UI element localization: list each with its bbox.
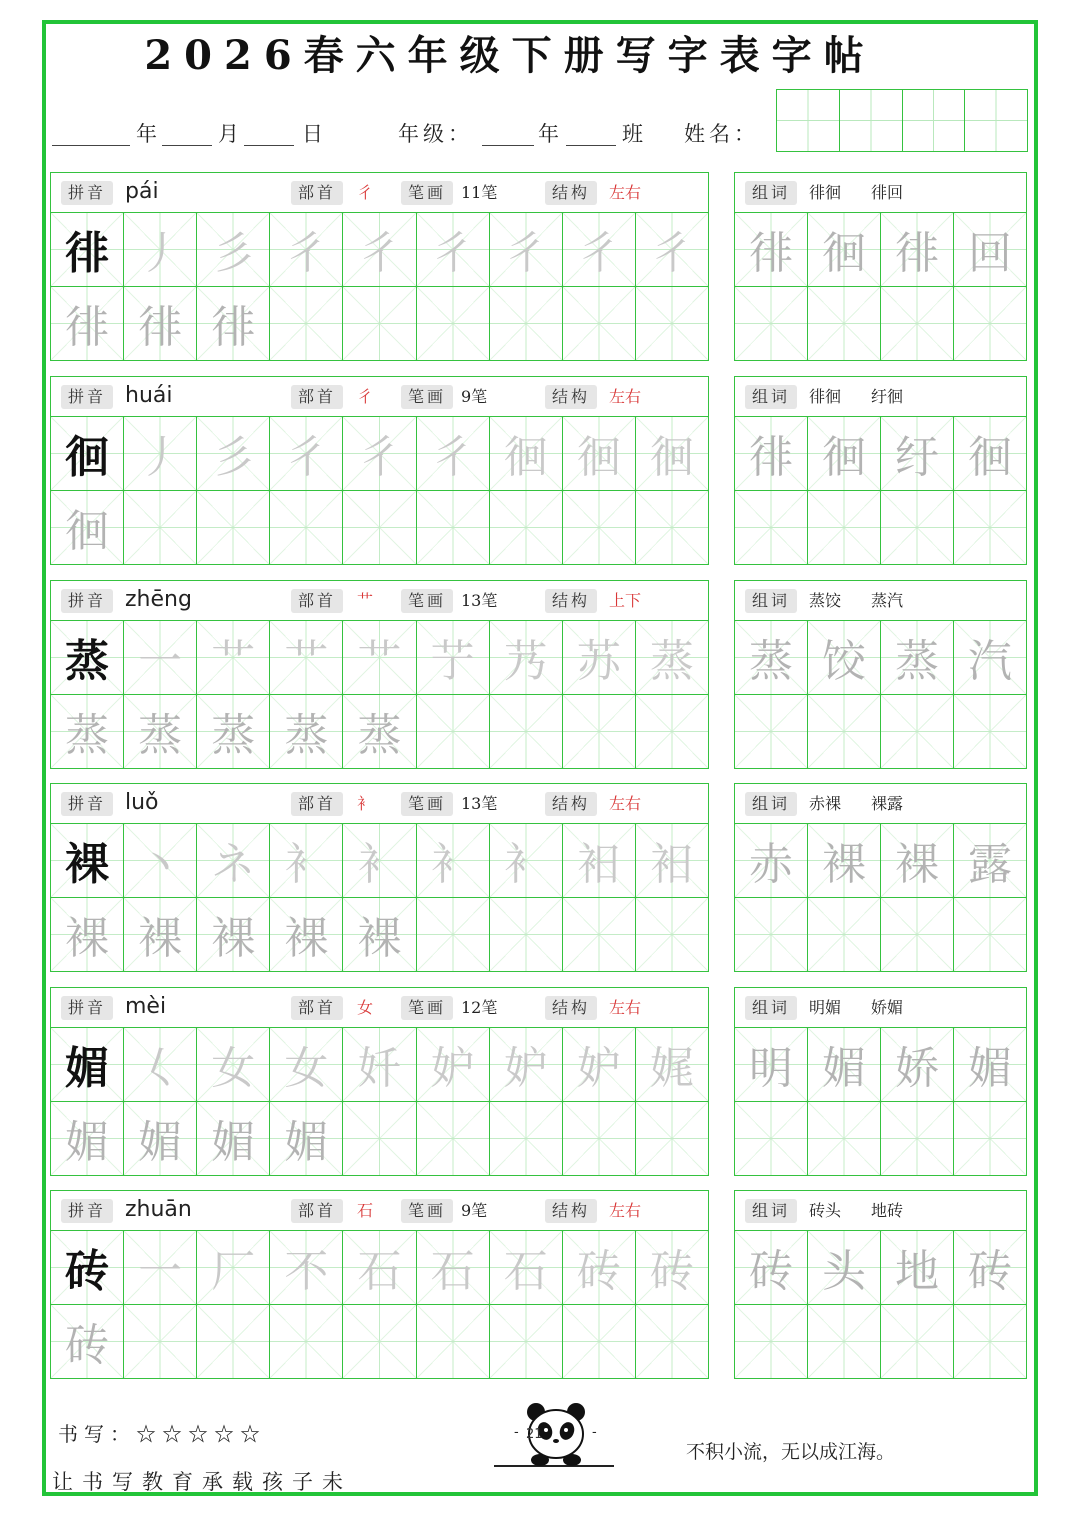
grade-blank[interactable] [482, 145, 534, 146]
radical-value: 石 [357, 1201, 374, 1220]
trace-cell[interactable] [490, 287, 563, 361]
word-char-cell[interactable]: 徊 [954, 417, 1026, 490]
stroke-step-cell: 妒 [490, 1028, 563, 1101]
pinyin-value: zhuān [125, 1197, 192, 1222]
word-trace-row [735, 417, 1026, 491]
radical-tag: 部首 [291, 385, 343, 409]
stroke-step-cell: 徊 [636, 417, 708, 490]
trace-cell[interactable] [417, 491, 490, 565]
day-label: 日 [302, 122, 327, 146]
word-char-cell[interactable]: 蒸 [735, 621, 808, 694]
svg-text:-: - [514, 1425, 519, 1440]
slogan: 让书写教育承载孩子未 [52, 1470, 352, 1494]
blank-cell[interactable] [881, 287, 954, 361]
structure-value: 左右 [609, 1201, 642, 1220]
trace-row[interactable] [51, 287, 708, 361]
stroke-step-cell: 彡 [197, 417, 270, 490]
trace-cell[interactable] [563, 287, 636, 361]
stroke-order-row [51, 1028, 708, 1102]
structure-tag: 结构 [545, 996, 597, 1020]
words-header [735, 988, 1026, 1028]
trace-cell[interactable] [270, 491, 343, 565]
words-block-3 [734, 783, 1027, 972]
strokes-value: 13笔 [461, 591, 498, 610]
main-char: 砖 [51, 1231, 124, 1304]
panda-icon [492, 1396, 616, 1470]
word-char-cell[interactable]: 地 [881, 1231, 954, 1304]
stroke-step-cell: 彳 [343, 417, 416, 490]
radical-tag: 部首 [291, 792, 343, 816]
word-char-cell[interactable]: 饺 [808, 621, 881, 694]
word-char-cell[interactable]: 裸 [881, 824, 954, 897]
stroke-step-cell: 彳 [343, 213, 416, 286]
char-block-4 [50, 987, 709, 1176]
main-char: 媚 [51, 1028, 124, 1101]
trace-cell[interactable] [490, 898, 563, 972]
char-info-header [51, 173, 708, 213]
stroke-step-cell: 丶 [124, 824, 197, 897]
stroke-step-cell: 娓 [636, 1028, 708, 1101]
word-blank-row[interactable] [735, 1305, 1026, 1379]
word-char-cell[interactable]: 露 [954, 824, 1026, 897]
structure-value: 左右 [609, 794, 642, 813]
trace-row[interactable] [51, 491, 708, 565]
word-char-cell[interactable]: 徘 [735, 417, 808, 490]
trace-cell[interactable]: 蒸 [270, 695, 343, 769]
word-blank-row[interactable] [735, 898, 1026, 972]
stroke-step-cell: 艹 [343, 621, 416, 694]
word-char-cell[interactable]: 徊 [808, 417, 881, 490]
trace-cell[interactable] [417, 1305, 490, 1379]
char-block-0 [50, 172, 709, 361]
char-info-header [51, 581, 708, 621]
name-label: 姓名： [684, 122, 759, 146]
word-char-cell[interactable]: 明 [735, 1028, 808, 1101]
trace-cell[interactable]: 徊 [51, 491, 124, 565]
char-info-header [51, 988, 708, 1028]
char-block-1 [50, 376, 709, 565]
word-char-cell[interactable]: 头 [808, 1231, 881, 1304]
word-1: 明媚 [809, 998, 842, 1017]
blank-cell[interactable] [735, 898, 808, 972]
words-tag: 组词 [745, 1199, 797, 1223]
blank-cell[interactable] [808, 491, 881, 565]
structure-tag: 结构 [545, 385, 597, 409]
radical-value: 彳 [357, 387, 374, 406]
structure-value: 左右 [609, 183, 642, 202]
words-tag: 组词 [745, 792, 797, 816]
stroke-step-cell: 彳 [636, 213, 708, 286]
word-2: 娇媚 [871, 998, 904, 1017]
stroke-order-row [51, 213, 708, 287]
words-header [735, 1191, 1026, 1231]
stroke-order-row [51, 417, 708, 491]
blank-cell[interactable] [881, 898, 954, 972]
stroke-step-cell: 徊 [563, 417, 636, 490]
trace-cell[interactable] [270, 1305, 343, 1379]
words-block-1 [734, 376, 1027, 565]
word-char-cell[interactable]: 媚 [808, 1028, 881, 1101]
name-box[interactable] [776, 89, 1028, 152]
name-cell[interactable] [777, 90, 840, 151]
trace-cell[interactable] [270, 287, 343, 361]
strokes-value: 13笔 [461, 794, 498, 813]
trace-cell[interactable]: 徘 [197, 287, 270, 361]
blank-cell[interactable] [808, 1305, 881, 1379]
pinyin-tag: 拼音 [61, 792, 113, 816]
trace-cell[interactable]: 砖 [51, 1305, 124, 1379]
pinyin-tag: 拼音 [61, 385, 113, 409]
stroke-step-cell: 彡 [197, 213, 270, 286]
stroke-step-cell: 徊 [490, 417, 563, 490]
stroke-step-cell: 砖 [636, 1231, 708, 1304]
blank-cell[interactable] [881, 1305, 954, 1379]
structure-value: 左右 [609, 387, 642, 406]
trace-cell[interactable] [343, 1305, 416, 1379]
grade-year-label: 年 [538, 122, 563, 146]
blank-cell[interactable] [735, 1102, 808, 1176]
stroke-step-cell: 彳 [270, 417, 343, 490]
blank-cell[interactable] [954, 695, 1026, 769]
word-char-cell[interactable]: 裸 [808, 824, 881, 897]
word-1: 砖头 [809, 1201, 842, 1220]
blank-cell[interactable] [735, 1305, 808, 1379]
blank-cell[interactable] [808, 1102, 881, 1176]
svg-text:-: - [592, 1425, 597, 1440]
trace-cell[interactable]: 媚 [197, 1102, 270, 1176]
trace-cell[interactable] [197, 1305, 270, 1379]
char-block-5 [50, 1190, 709, 1379]
stroke-step-cell: 艹 [270, 621, 343, 694]
word-blank-row[interactable] [735, 1102, 1026, 1176]
motto: 不积小流，无以成江海。 [686, 1441, 896, 1463]
stroke-step-cell: 衤 [343, 824, 416, 897]
stroke-step-cell: 石 [343, 1231, 416, 1304]
main-char: 徘 [51, 213, 124, 286]
words-header [735, 581, 1026, 621]
stroke-step-cell: 女 [197, 1028, 270, 1101]
word-2: 徘回 [871, 183, 904, 202]
word-char-cell[interactable]: 娇 [881, 1028, 954, 1101]
structure-tag: 结构 [545, 792, 597, 816]
word-char-cell[interactable]: 徘 [881, 213, 954, 286]
structure-tag: 结构 [545, 589, 597, 613]
stroke-step-cell: 砖 [563, 1231, 636, 1304]
blank-cell[interactable] [881, 491, 954, 565]
radical-value: 衤 [357, 794, 374, 813]
strokes-value: 11笔 [461, 183, 498, 202]
word-char-cell[interactable]: 汽 [954, 621, 1026, 694]
word-1: 徘徊 [809, 183, 842, 202]
blank-cell[interactable] [735, 491, 808, 565]
stroke-step-cell: 石 [490, 1231, 563, 1304]
stroke-step-cell: 衤 [490, 824, 563, 897]
trace-cell[interactable]: 媚 [51, 1102, 124, 1176]
trace-cell[interactable] [490, 1102, 563, 1176]
word-char-cell[interactable]: 回 [954, 213, 1026, 286]
blank-cell[interactable] [954, 287, 1026, 361]
strokes-tag: 笔画 [401, 792, 453, 816]
trace-row[interactable] [51, 898, 708, 972]
trace-cell[interactable]: 徘 [51, 287, 124, 361]
page-title: 2026春六年级下册写字表字帖 [144, 32, 876, 79]
trace-cell[interactable]: 裸 [51, 898, 124, 972]
trace-cell[interactable] [563, 695, 636, 769]
word-trace-row [735, 1231, 1026, 1305]
day-blank[interactable] [244, 145, 294, 146]
word-trace-row [735, 213, 1026, 287]
stroke-step-cell: 彳 [490, 213, 563, 286]
stroke-step-cell: 厂 [197, 1231, 270, 1304]
trace-cell[interactable] [636, 695, 708, 769]
word-blank-row[interactable] [735, 287, 1026, 361]
radical-tag: 部首 [291, 181, 343, 205]
structure-tag: 结构 [545, 181, 597, 205]
trace-cell[interactable] [636, 898, 708, 972]
radical-tag: 部首 [291, 996, 343, 1020]
stroke-step-cell: 妒 [417, 1028, 490, 1101]
word-char-cell[interactable]: 赤 [735, 824, 808, 897]
trace-cell[interactable] [490, 1305, 563, 1379]
word-blank-row[interactable] [735, 695, 1026, 769]
word-char-cell[interactable]: 蒸 [881, 621, 954, 694]
strokes-tag: 笔画 [401, 385, 453, 409]
stroke-order-row [51, 824, 708, 898]
structure-value: 左右 [609, 998, 642, 1017]
words-header [735, 784, 1026, 824]
blank-cell[interactable] [954, 1102, 1026, 1176]
stroke-step-cell: 一 [124, 1231, 197, 1304]
word-char-cell[interactable]: 徘 [735, 213, 808, 286]
stroke-step-cell: 苏 [563, 621, 636, 694]
word-trace-row [735, 824, 1026, 898]
char-block-2 [50, 580, 709, 769]
blank-cell[interactable] [881, 695, 954, 769]
main-char: 蒸 [51, 621, 124, 694]
blank-cell[interactable] [954, 898, 1026, 972]
words-tag: 组词 [745, 996, 797, 1020]
word-trace-row [735, 1028, 1026, 1102]
words-header [735, 377, 1026, 417]
stroke-step-cell: 一 [124, 621, 197, 694]
word-char-cell[interactable]: 砖 [735, 1231, 808, 1304]
char-info-header [51, 377, 708, 417]
blank-cell[interactable] [881, 1102, 954, 1176]
main-char: 裸 [51, 824, 124, 897]
stroke-step-cell: 衤 [270, 824, 343, 897]
pinyin-value: mèi [125, 994, 167, 1019]
trace-cell[interactable] [563, 491, 636, 565]
year-blank[interactable] [52, 145, 130, 146]
radical-value: 艹 [357, 591, 374, 610]
trace-row[interactable] [51, 1305, 708, 1379]
trace-cell[interactable] [636, 1102, 708, 1176]
words-header [735, 173, 1026, 213]
trace-cell[interactable] [124, 1305, 197, 1379]
trace-cell[interactable] [343, 287, 416, 361]
trace-cell[interactable] [636, 287, 708, 361]
words-tag: 组词 [745, 181, 797, 205]
trace-cell[interactable]: 蒸 [197, 695, 270, 769]
blank-cell[interactable] [735, 287, 808, 361]
trace-cell[interactable]: 徘 [124, 287, 197, 361]
strokes-tag: 笔画 [401, 181, 453, 205]
name-cell[interactable] [965, 90, 1027, 151]
blank-cell[interactable] [954, 1305, 1026, 1379]
blank-cell[interactable] [735, 695, 808, 769]
char-info-header [51, 1191, 708, 1231]
page-number: 21 [526, 1427, 543, 1442]
stroke-step-cell: 妒 [563, 1028, 636, 1101]
word-2: 地砖 [871, 1201, 904, 1220]
stroke-step-cell: 艿 [490, 621, 563, 694]
words-tag: 组词 [745, 385, 797, 409]
words-block-5 [734, 1190, 1027, 1379]
trace-cell[interactable]: 裸 [124, 898, 197, 972]
strokes-value: 9笔 [461, 1201, 488, 1220]
pinyin-tag: 拼音 [61, 181, 113, 205]
trace-cell[interactable]: 媚 [270, 1102, 343, 1176]
stroke-step-cell: 石 [417, 1231, 490, 1304]
word-char-cell[interactable]: 徊 [808, 213, 881, 286]
word-char-cell[interactable]: 媚 [954, 1028, 1026, 1101]
trace-cell[interactable] [490, 695, 563, 769]
trace-cell[interactable]: 蒸 [51, 695, 124, 769]
stroke-step-cell: 艼 [417, 621, 490, 694]
trace-cell[interactable] [343, 491, 416, 565]
word-char-cell[interactable]: 砖 [954, 1231, 1026, 1304]
structure-tag: 结构 [545, 1199, 597, 1223]
stroke-step-cell: 𡿨 [124, 1028, 197, 1101]
pinyin-tag: 拼音 [61, 589, 113, 613]
class-blank[interactable] [566, 145, 616, 146]
blank-cell[interactable] [808, 695, 881, 769]
trace-cell[interactable]: 裸 [270, 898, 343, 972]
trace-cell[interactable] [417, 287, 490, 361]
trace-cell[interactable]: 蒸 [343, 695, 416, 769]
trace-cell[interactable] [490, 491, 563, 565]
main-char: 徊 [51, 417, 124, 490]
trace-cell[interactable] [417, 695, 490, 769]
blank-cell[interactable] [808, 287, 881, 361]
trace-cell[interactable] [563, 1102, 636, 1176]
word-2: 裸露 [871, 794, 904, 813]
word-1: 徘徊 [809, 387, 842, 406]
pinyin-value: luǒ [125, 790, 159, 815]
strokes-tag: 笔画 [401, 996, 453, 1020]
words-block-2 [734, 580, 1027, 769]
stroke-step-cell: 彳 [563, 213, 636, 286]
trace-cell[interactable] [417, 898, 490, 972]
trace-cell[interactable] [563, 898, 636, 972]
pinyin-tag: 拼音 [61, 996, 113, 1020]
pinyin-value: huái [125, 383, 173, 408]
stroke-step-cell: 蒸 [636, 621, 708, 694]
radical-tag: 部首 [291, 589, 343, 613]
writing-rating: 书写：☆☆☆☆☆ [58, 1422, 266, 1446]
word-1: 蒸饺 [809, 591, 842, 610]
month-blank[interactable] [162, 145, 212, 146]
class-label: 班 [622, 122, 647, 146]
year-label: 年 [136, 122, 161, 146]
stroke-step-cell: 彳 [270, 213, 343, 286]
trace-row[interactable] [51, 695, 708, 769]
month-label: 月 [218, 122, 243, 146]
stroke-step-cell: 丿 [124, 213, 197, 286]
stroke-step-cell: 衵 [636, 824, 708, 897]
word-char-cell[interactable]: 纡 [881, 417, 954, 490]
words-block-4 [734, 987, 1027, 1176]
pinyin-tag: 拼音 [61, 1199, 113, 1223]
stroke-step-cell: 丿 [124, 417, 197, 490]
trace-cell[interactable]: 裸 [197, 898, 270, 972]
word-2: 纡徊 [871, 387, 904, 406]
name-cell[interactable] [903, 90, 966, 151]
radical-value: 女 [357, 998, 374, 1017]
stroke-step-cell: 彳 [417, 213, 490, 286]
strokes-tag: 笔画 [401, 1199, 453, 1223]
trace-cell[interactable] [563, 1305, 636, 1379]
trace-cell[interactable] [636, 1305, 708, 1379]
stroke-step-cell: 衤 [417, 824, 490, 897]
char-block-3 [50, 783, 709, 972]
radical-value: 彳 [357, 183, 374, 202]
strokes-tag: 笔画 [401, 589, 453, 613]
stroke-step-cell: ネ [197, 824, 270, 897]
trace-cell[interactable] [343, 1102, 416, 1176]
stroke-step-cell: 彳 [417, 417, 490, 490]
words-tag: 组词 [745, 589, 797, 613]
trace-cell[interactable]: 裸 [343, 898, 416, 972]
trace-cell[interactable] [197, 491, 270, 565]
blank-cell[interactable] [954, 491, 1026, 565]
radical-tag: 部首 [291, 1199, 343, 1223]
pinyin-value: pái [125, 179, 159, 204]
word-blank-row[interactable] [735, 491, 1026, 565]
name-cell[interactable] [840, 90, 903, 151]
word-2: 蒸汽 [871, 591, 904, 610]
pinyin-value: zhēng [125, 587, 192, 612]
stroke-step-cell: 衵 [563, 824, 636, 897]
stroke-step-cell: 女 [270, 1028, 343, 1101]
trace-cell[interactable] [417, 1102, 490, 1176]
trace-row[interactable] [51, 1102, 708, 1176]
strokes-value: 12笔 [461, 998, 498, 1017]
word-trace-row [735, 621, 1026, 695]
trace-cell[interactable]: 蒸 [124, 695, 197, 769]
stroke-order-row [51, 621, 708, 695]
grade-label: 年级： [398, 122, 473, 146]
stroke-step-cell: 奷 [343, 1028, 416, 1101]
trace-cell[interactable] [636, 491, 708, 565]
word-1: 赤裸 [809, 794, 842, 813]
stroke-step-cell: 艹 [197, 621, 270, 694]
char-info-header [51, 784, 708, 824]
stroke-step-cell: 不 [270, 1231, 343, 1304]
trace-cell[interactable] [124, 491, 197, 565]
words-block-0 [734, 172, 1027, 361]
blank-cell[interactable] [808, 898, 881, 972]
stroke-order-row [51, 1231, 708, 1305]
strokes-value: 9笔 [461, 387, 488, 406]
structure-value: 上下 [609, 591, 642, 610]
trace-cell[interactable]: 媚 [124, 1102, 197, 1176]
